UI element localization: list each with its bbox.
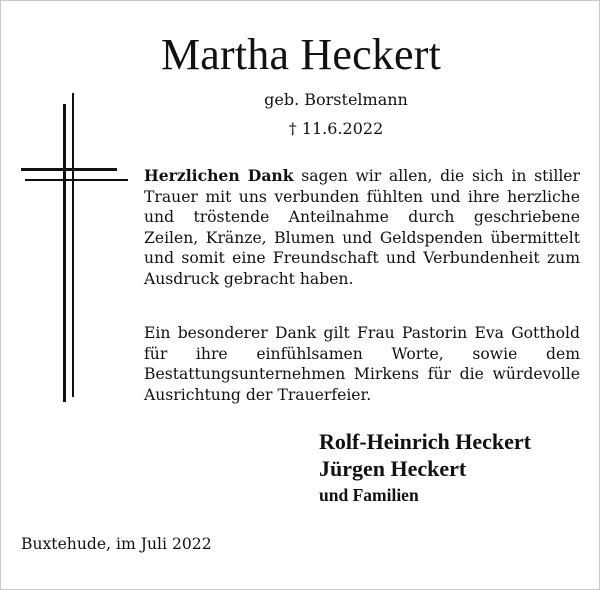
deceased-name: Martha Heckert [160,30,442,79]
signature-line-2: Jürgen Heckert [319,456,467,481]
thanks-paragraph [144,166,580,289]
thanks-body: sagen wir allen, die sich in stiller Trauer mit uns verbunden fühlten und ihre herzliche und tröstende Anteilnahme durch geschriebene Zeilen, Kränze, Blumen und Geldspenden übermittelt und somit eine Freundschaft und Verbundenheit zum Ausdruck gebracht haben. [144,167,580,288]
signature-line-3: und Familien [319,485,419,505]
special-thanks-paragraph: Ein besonderer Dank gilt Frau Pastorin Eva Gotthold für ihre einfühlsamen Worte, sowie dem Bestattungsunternehmen Mirkens für die würdevolle Ausrichtung der Trauerfeier. [144,324,580,404]
cross-vertical-thick [63,104,66,402]
thanks-lead: Herzlichen Dank [144,166,294,185]
signature-line-1: Rolf-Heinrich Heckert [319,429,531,454]
death-date: † 11.6.2022 [288,119,384,138]
cross-horizontal-thin [25,179,128,181]
place-and-date: Buxtehude, im Juli 2022 [21,535,212,553]
maiden-name: geb. Borstelmann [264,90,408,109]
cross-vertical-thin [72,93,74,397]
cross-horizontal-thick [21,168,117,171]
